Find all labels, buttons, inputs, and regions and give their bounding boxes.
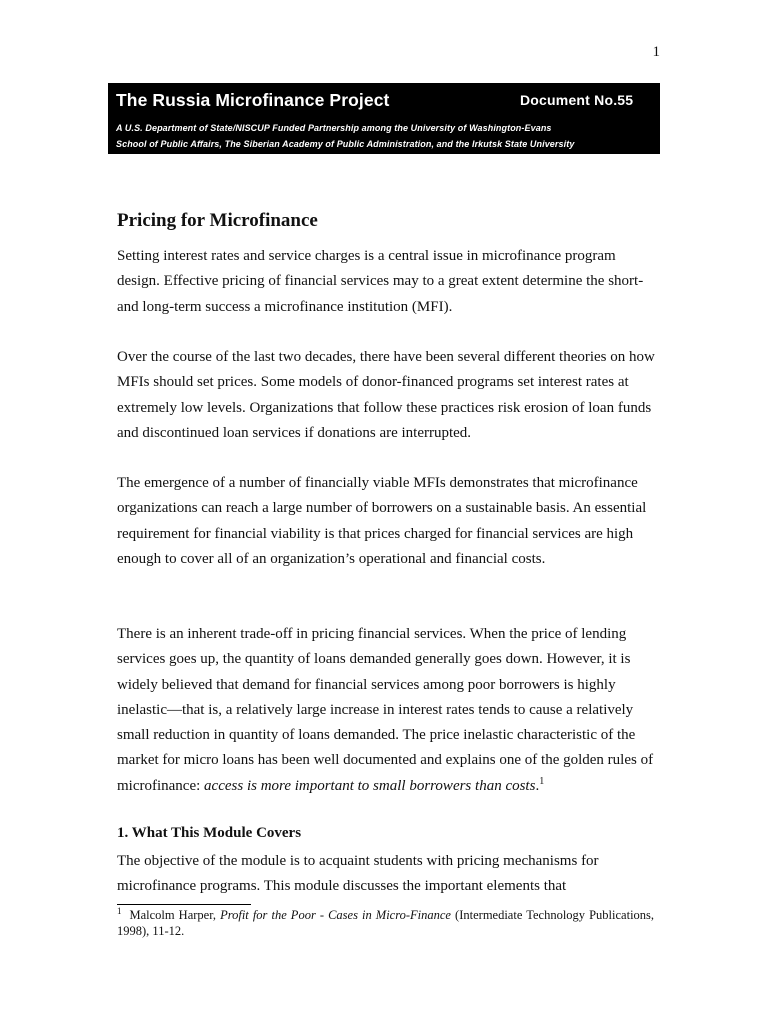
footnote [117,905,655,939]
footnote-publication: (Intermediate Technology Publications, 1998), 11-12. [117,908,655,938]
paragraph-trade-off-end: . [535,777,540,794]
footnote-divider [117,904,251,905]
document-title: Pricing for Microfinance [117,210,318,231]
footnote-author: Malcolm Harper, [129,908,221,922]
footnote-work-title: Profit for the Poor - Cases in Micro-Finance [220,908,451,922]
paragraph-trade-off-text: There is an inherent trade-off in pricing financial services. When the price of lending services goes up, the quantity of loans demanded generally goes down. However, it is widely believed that demand for financial services among poor borrowers is highly inelastic—that is, a relatively large increase in interest rates tends to cause a relatively small reduction in quantity of loans demanded. The price inelastic characteristic of the market for micro loans has been well documented and explains one of the golden rules of microfinance: [117,626,654,794]
paragraph-trade-off [117,622,657,799]
page-number: 1 [652,44,660,60]
paragraph-theories: Over the course of the last two decades, there have been several different theories on how MFIs should set prices. Some models of donor-financed programs set interest rates at extremely low levels. Organizations that follow these practices risk erosion of loan funds and discontinued loan services if donations are interrupted. [117,349,655,441]
banner-subtitle-line2: School of Public Affairs, The Siberian Academy of Public Administration, and the Irkutsk State University [116,139,575,149]
paragraph-viability: The emergence of a number of financially viable MFIs demonstrates that microfinance organizations can reach a large number of borrowers on a sustainable basis. An essential requirement for financial viability is that prices charged for financial services are high enough to cover all of an organization’s operational and financial costs. [117,475,647,567]
golden-rule-emphasis: access is more important to small borrowers than costs [204,777,536,794]
document-number: Document No.55 [520,92,634,108]
footnote-mark: 1 [117,905,122,916]
banner-title: The Russia Microfinance Project [116,90,390,110]
footnote-reference[interactable]: 1 [539,775,545,787]
paragraph-intro: Setting interest rates and service charges is a central issue in microfinance program design. Effective pricing of financial services may to a great extent determine the short- and long-term success a microfinance institution (MFI). [117,248,644,315]
section-heading-module-covers: 1. What This Module Covers [117,825,302,841]
paragraph-module-objective: The objective of the module is to acquaint students with pricing mechanisms for microfinance programs. This module discusses the important elements that [117,853,599,895]
header-banner [108,83,660,154]
banner-subtitle-line1: A U.S. Department of State/NISCUP Funded Partnership among the University of Washington-Evans [116,123,552,133]
